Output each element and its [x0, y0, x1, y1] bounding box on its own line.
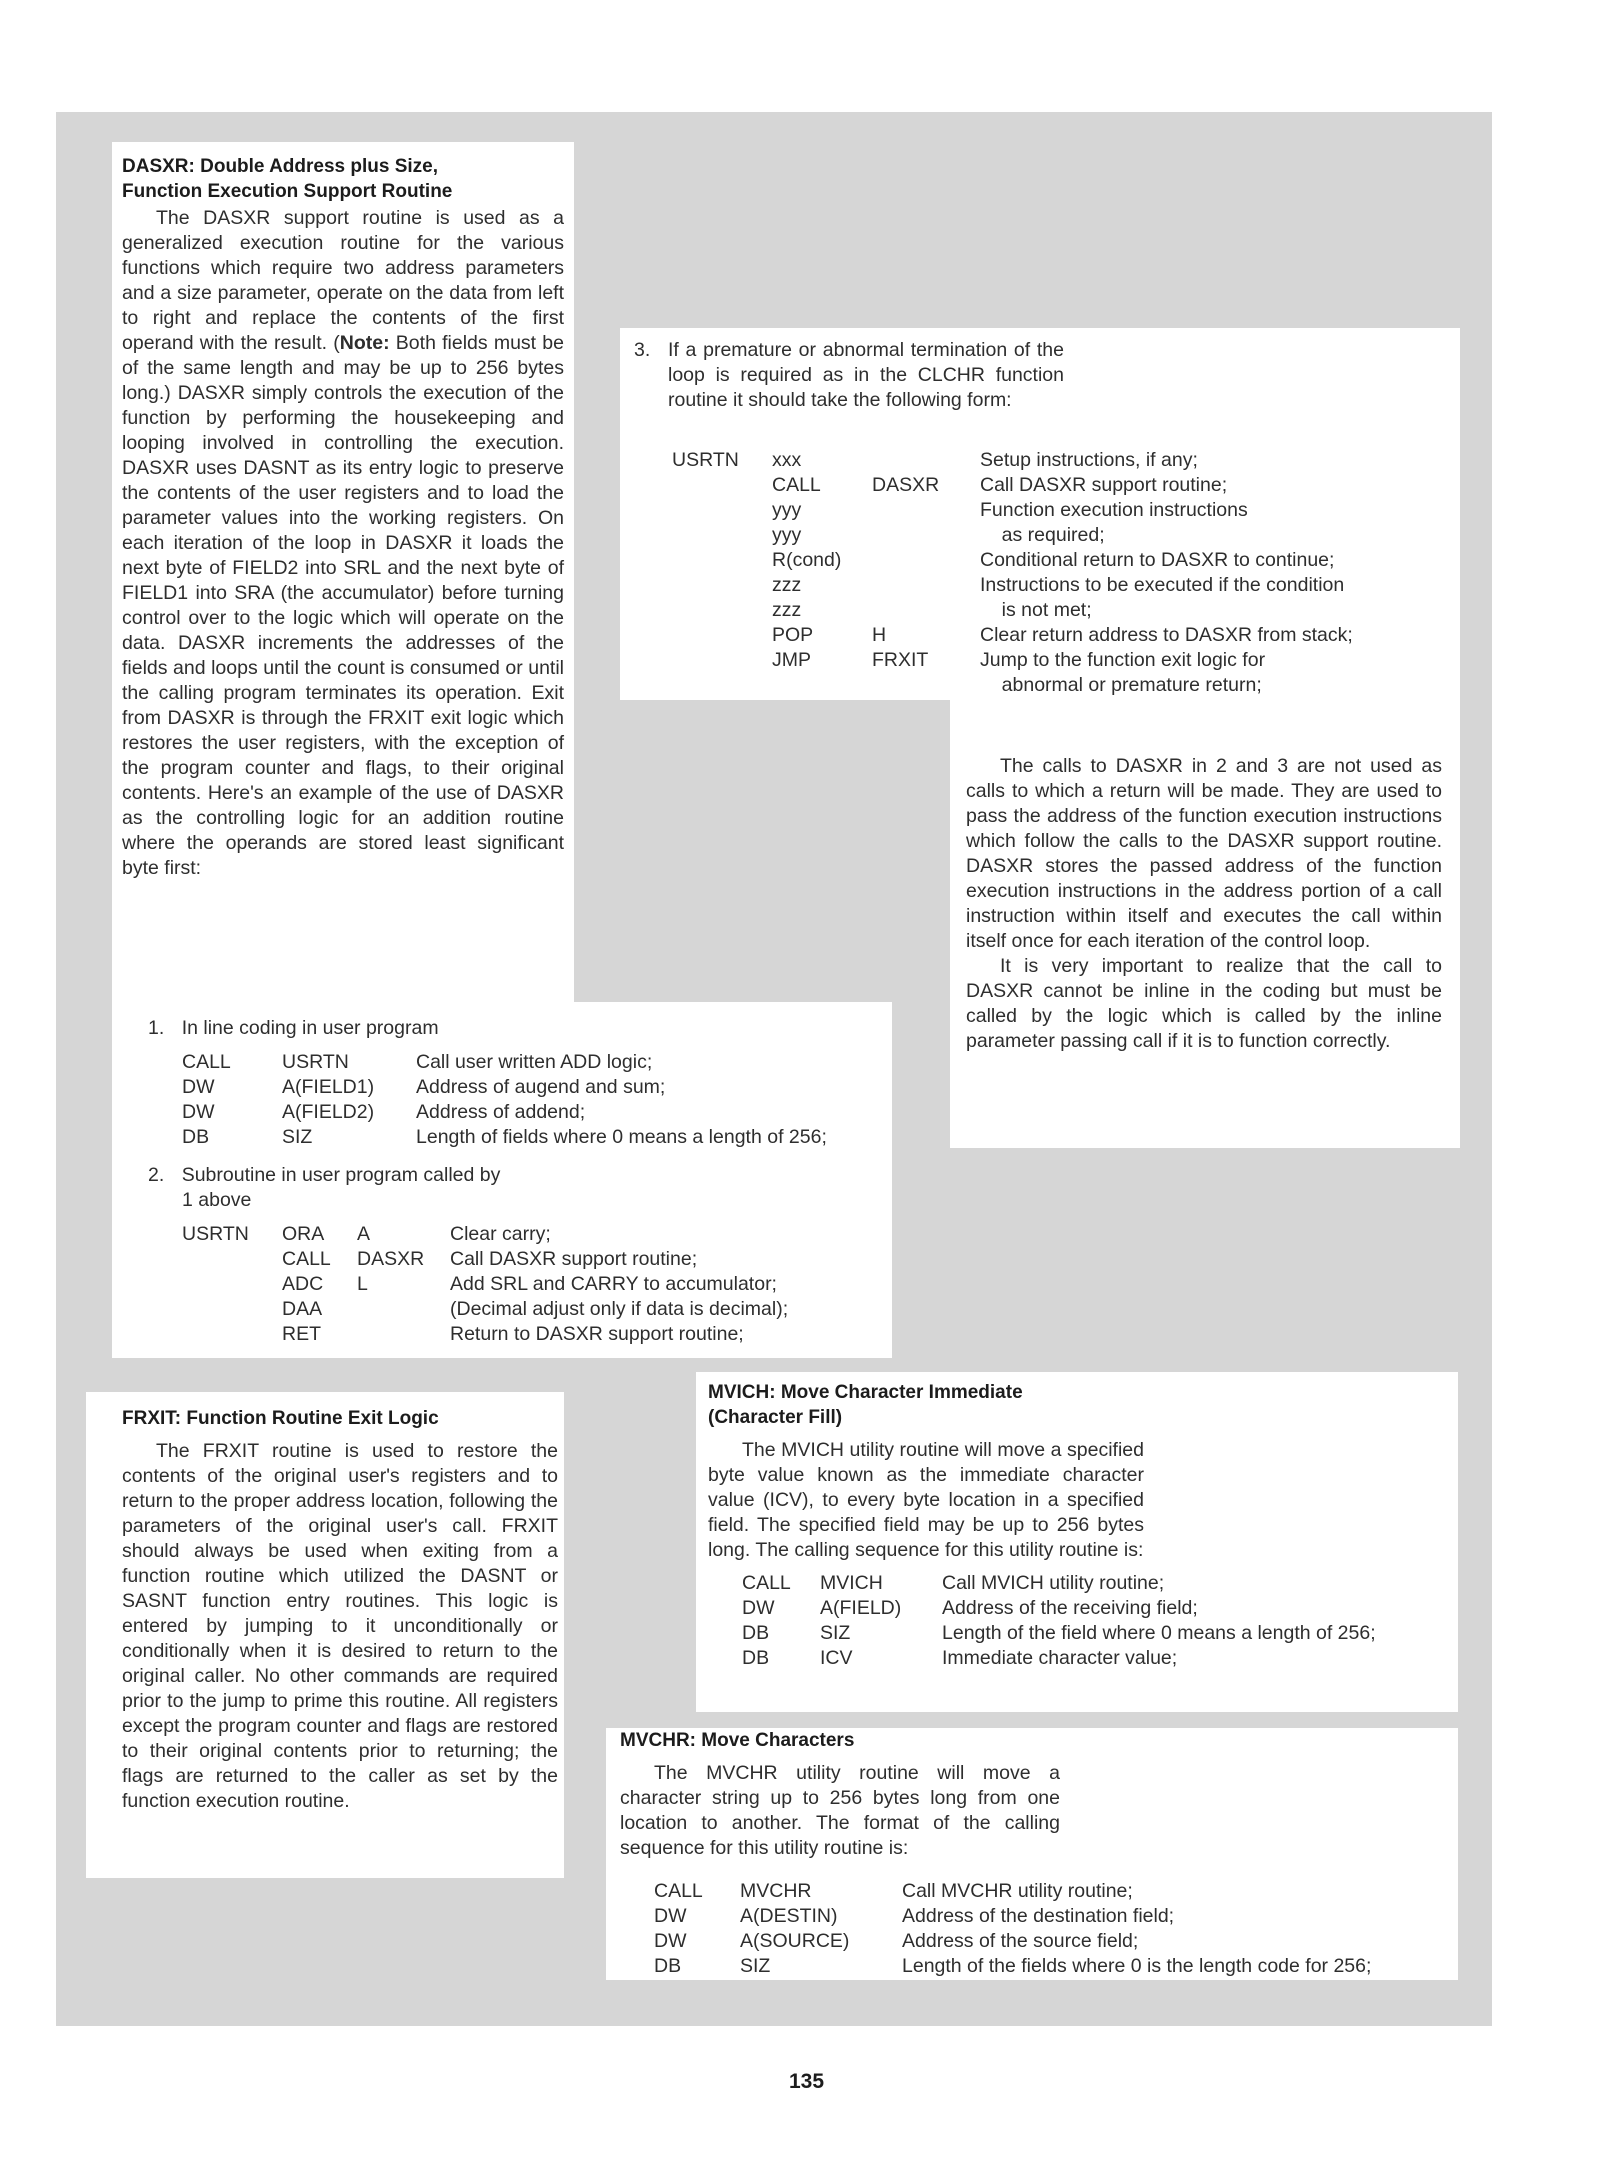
code-comment: abnormal or premature return; — [980, 674, 1262, 696]
code-op: ADC — [282, 1273, 324, 1295]
code-row — [182, 1100, 882, 1125]
item3-number: 3. — [634, 339, 651, 361]
dasxr-examples — [112, 1002, 892, 1358]
code-row — [672, 573, 1452, 598]
item3-text: If a premature or abnormal termination of the loop is required as in the CLCHR function routine it should take the following form: — [668, 339, 1064, 411]
code-comment: Immediate character value; — [942, 1647, 1178, 1669]
code-arg: A — [357, 1223, 371, 1245]
code-op: DW — [742, 1597, 775, 1619]
item2-line2: 1 above — [182, 1189, 252, 1211]
code-op: CALL — [742, 1572, 791, 1594]
mvich-paragraph: The MVICH utility routine will move a specified byte value known as the immediate character value (ICV), to every byte location in a specified field. The specified field may be up to 256 bytes long. The calling sequence for this utility routine is: — [708, 1439, 1144, 1561]
code-row — [182, 1247, 882, 1272]
code-row — [742, 1571, 1442, 1596]
code-row — [742, 1596, 1442, 1621]
code-row — [742, 1621, 1442, 1646]
code-arg: L — [357, 1273, 368, 1295]
code-arg: SIZ — [820, 1622, 851, 1644]
code-op: RET — [282, 1323, 321, 1345]
frxit-section — [86, 1392, 564, 1878]
item1-number: 1. — [148, 1017, 165, 1039]
code-comment: Address of the destination field; — [902, 1905, 1175, 1927]
code-op: DW — [182, 1076, 215, 1098]
dasxr-item3-section — [620, 328, 1460, 700]
mvchr-heading: MVCHR: Move Characters — [620, 1730, 855, 1751]
code-op: POP — [772, 624, 814, 646]
code-row — [742, 1646, 1442, 1671]
code-arg: SIZ — [282, 1126, 313, 1148]
code-comment: Call MVCHR utility routine; — [902, 1880, 1133, 1902]
code-comment: Call user written ADD logic; — [416, 1051, 653, 1073]
code-op: CALL — [654, 1880, 703, 1902]
dasxr-heading-line2: Function Execution Support Routine — [122, 181, 453, 202]
code-op: JMP — [772, 649, 811, 671]
code-comment: Clear return address to DASXR from stack; — [980, 624, 1353, 646]
code-op: DB — [742, 1647, 770, 1669]
code-row — [182, 1075, 882, 1100]
list-item-1 — [148, 1016, 439, 1041]
code-row — [672, 448, 1452, 473]
code-op: CALL — [282, 1248, 331, 1270]
code-row — [672, 673, 1452, 698]
mvich-section — [696, 1372, 1458, 1712]
code-comment: Return to DASXR support routine; — [450, 1323, 744, 1345]
code-arg: A(FIELD1) — [282, 1076, 375, 1098]
code-comment: is not met; — [980, 599, 1092, 621]
code-comment: Add SRL and CARRY to accumulator; — [450, 1273, 777, 1295]
code-row — [672, 548, 1452, 573]
code-arg: DASXR — [872, 474, 940, 496]
list-item-2-cont — [182, 1188, 251, 1213]
code-arg: A(SOURCE) — [740, 1930, 850, 1952]
code-op: DAA — [282, 1298, 323, 1320]
list-item-3 — [634, 338, 1064, 413]
code-row — [672, 473, 1452, 498]
dasxr-para-part2: Both fields must be of the same length and may be up to 256 bytes long.) DASXR simply controls the execution of the function by performing the housekeeping and looping involved in controlling the execution. DASXR uses DASNT as its entry logic to preserve the contents of the user registers and to load the parameter values into the working registers. On each iteration of the loop in DASXR it loads the next byte of FIELD2 into SRL and the next byte of FIELD1 into SRA (the accumulator) before turning control over to the logic which will operate on the data. DASXR increments the addresses of the fields and loops until the count is consumed or until the calling program terminates its operation. Exit from DASXR is through the FRXIT exit logic which restores the user registers, with the exception of the program counter and flags, to their original contents. Here's an example of the use of DASXR as the controlling logic for an addition routine where the operands are stored least significant byte first: — [122, 332, 564, 879]
code-comment: Call MVICH utility routine; — [942, 1572, 1165, 1594]
code-op: ORA — [282, 1223, 325, 1245]
code-comment: Address of the receiving field; — [942, 1597, 1198, 1619]
code-row — [182, 1322, 882, 1347]
code-row — [672, 648, 1452, 673]
code-row — [672, 598, 1452, 623]
mvich-heading-line1: MVICH: Move Character Immediate — [708, 1382, 1023, 1403]
code-op: CALL — [182, 1051, 231, 1073]
code-comment: Length of fields where 0 means a length of 256; — [416, 1126, 827, 1148]
note-label: Note: — [339, 332, 390, 354]
mvchr-code-block — [654, 1879, 1454, 1979]
calls-paragraph-2: It is very important to realize that the call to DASXR cannot be inline in the coding but must be called by the logic which is called by the inline parameter passing call if it is to function correctly. — [966, 955, 1442, 1052]
dasxr-para-part1: The DASXR support routine is used as a generalized execution routine for the various functions which require two address parameters and a size parameter, operate on the data from left to right and replace the contents of the first operand with the result. ( — [122, 207, 564, 354]
code-row — [672, 498, 1452, 523]
code-op: DB — [742, 1622, 770, 1644]
code-comment: Length of the field where 0 means a length of 256; — [942, 1622, 1376, 1644]
code-arg: DASXR — [357, 1248, 425, 1270]
code-comment: Address of addend; — [416, 1101, 586, 1123]
mvchr-section — [606, 1728, 1458, 1980]
code-comment: Length of the fields where 0 is the length code for 256; — [902, 1955, 1372, 1977]
code-arg: FRXIT — [872, 649, 929, 671]
dasxr-calls-explanation — [950, 700, 1460, 1148]
code-row — [182, 1272, 882, 1297]
code-arg: A(FIELD2) — [282, 1101, 375, 1123]
code-comment: Clear carry; — [450, 1223, 551, 1245]
code-row — [182, 1297, 882, 1322]
list-item-2 — [148, 1163, 500, 1188]
dasxr-paragraph — [122, 206, 564, 881]
item2-line1: Subroutine in user program called by — [181, 1164, 501, 1186]
code-arg: USRTN — [282, 1051, 349, 1073]
mvchr-paragraph: The MVCHR utility routine will move a character string up to 256 bytes long from one location to another. The format of the calling sequence for this utility routine is: — [620, 1762, 1060, 1859]
code-row — [654, 1929, 1454, 1954]
code-comment: Call DASXR support routine; — [980, 474, 1228, 496]
code-op: CALL — [772, 474, 821, 496]
code-comment: Conditional return to DASXR to continue; — [980, 549, 1335, 571]
code-row — [654, 1904, 1454, 1929]
code-comment: Setup instructions, if any; — [980, 449, 1198, 471]
code-op: DW — [654, 1905, 687, 1927]
code-arg: SIZ — [740, 1955, 771, 1977]
code-op: yyy — [772, 524, 802, 546]
code-op: DW — [182, 1101, 215, 1123]
page-number: 135 — [788, 2070, 825, 2093]
code-comment: Instructions to be executed if the condition — [980, 574, 1345, 596]
code-arg: ICV — [820, 1647, 853, 1669]
frxit-paragraph: The FRXIT routine is used to restore the contents of the original user's registers and to return to the proper address location, following the parameters of the original user's call. FRXIT should always be used when exiting from a function routine which utilized the DASNT or SASNT function entry routines. This logic is entered by jumping to it unconditionally or conditionally when it is desired to return to the original caller. No other commands are required prior to the jump to prime this routine. All registers except the program counter and flags are restored to their original contents prior to returning; the flags are returned to the caller as set by the function execution routine. — [122, 1440, 558, 1812]
code-row — [182, 1222, 882, 1247]
code-row — [672, 523, 1452, 548]
code-arg: MVICH — [820, 1572, 883, 1594]
code-op: R(cond) — [772, 549, 842, 571]
code-label: USRTN — [182, 1223, 249, 1245]
code-op: zzz — [772, 599, 802, 621]
code-comment: Address of augend and sum; — [416, 1076, 666, 1098]
code-comment: as required; — [980, 524, 1105, 546]
code-comment: (Decimal adjust only if data is decimal); — [450, 1298, 789, 1320]
code-comment: Jump to the function exit logic for — [980, 649, 1266, 671]
code-label: USRTN — [672, 449, 739, 471]
code-op: DB — [654, 1955, 682, 1977]
code-row — [654, 1954, 1454, 1979]
code-arg: A(DESTIN) — [740, 1905, 838, 1927]
calls-paragraph-1: The calls to DASXR in 2 and 3 are not used as calls to which a return will be made. They are used to pass the address of the function execution instructions which follow the calls to the DASXR support routine. DASXR stores the passed address of the function execution instructions in the address portion of a call instruction within itself and executes the call within itself once for each iteration of the control loop. — [966, 755, 1442, 952]
code-op: yyy — [772, 499, 802, 521]
code-arg: H — [872, 624, 887, 646]
code-row — [182, 1050, 882, 1075]
mvich-code-block — [742, 1571, 1442, 1671]
dasxr-section — [112, 142, 574, 1002]
item2-number: 2. — [148, 1164, 165, 1186]
code-arg: MVCHR — [740, 1880, 812, 1902]
code-row — [672, 623, 1452, 648]
code-op: zzz — [772, 574, 802, 596]
code-block-2 — [182, 1222, 882, 1347]
code-row — [182, 1125, 882, 1150]
code-block-3 — [672, 448, 1452, 698]
code-comment: Function execution instructions — [980, 499, 1248, 521]
code-comment: Call DASXR support routine; — [450, 1248, 698, 1270]
item1-text: In line coding in user program — [181, 1017, 439, 1039]
code-comment: Address of the source field; — [902, 1930, 1139, 1952]
code-block-1 — [182, 1050, 882, 1150]
code-op: xxx — [772, 449, 802, 471]
code-row — [654, 1879, 1454, 1904]
frxit-heading: FRXIT: Function Routine Exit Logic — [122, 1408, 439, 1429]
code-arg: A(FIELD) — [820, 1597, 902, 1619]
code-op: DB — [182, 1126, 210, 1148]
code-op: DW — [654, 1930, 687, 1952]
mvich-heading-line2: (Character Fill) — [708, 1407, 843, 1428]
dasxr-heading-line1: DASXR: Double Address plus Size, — [122, 156, 439, 177]
